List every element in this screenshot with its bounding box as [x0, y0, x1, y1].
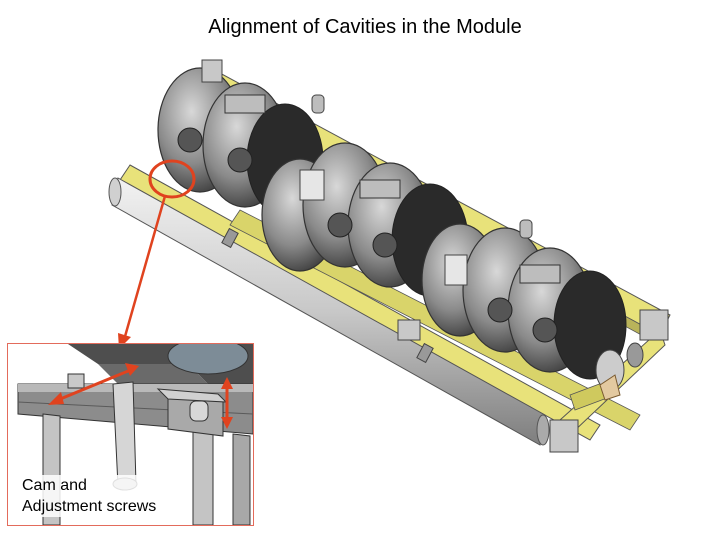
inset-caption: [20, 475, 158, 517]
slide-title: Alignment of Cavities in the Module: [208, 16, 522, 38]
caption-line-2: Adjustment screws: [22, 498, 157, 515]
caption-line-1: Cam and: [22, 477, 87, 494]
cam-detail-inset: [7, 343, 254, 526]
